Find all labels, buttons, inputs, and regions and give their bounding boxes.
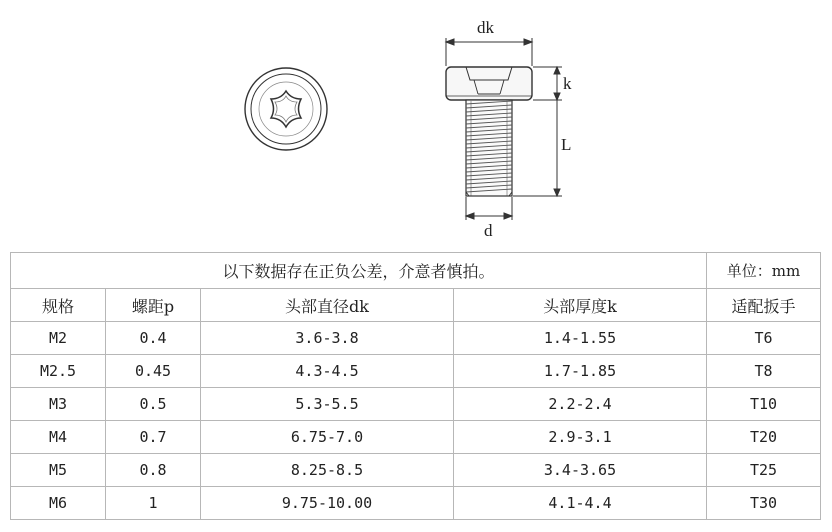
cell-pitch: 0.5: [106, 388, 201, 421]
cell-pitch: 1: [106, 487, 201, 520]
header-head-diameter: 头部直径dk: [201, 289, 454, 322]
cell-wrench: T10: [707, 388, 821, 421]
table-row: [11, 322, 821, 355]
cell-wrench: T8: [707, 355, 821, 388]
cell-head-thickness: 2.9-3.1: [454, 421, 707, 454]
cell-pitch: 0.8: [106, 454, 201, 487]
cell-head-diameter: 4.3-4.5: [201, 355, 454, 388]
cell-head-diameter: 6.75-7.0: [201, 421, 454, 454]
cell-head-thickness: 1.7-1.85: [454, 355, 707, 388]
table-row: [11, 454, 821, 487]
header-row: [11, 289, 821, 322]
cell-wrench: T25: [707, 454, 821, 487]
cell-pitch: 0.4: [106, 322, 201, 355]
cell-head-thickness: 2.2-2.4: [454, 388, 707, 421]
spec-table: [10, 252, 821, 520]
cell-spec: M2.5: [11, 355, 106, 388]
tolerance-notice: 以下数据存在正负公差，介意者慎拍。: [11, 253, 707, 289]
cell-pitch: 0.45: [106, 355, 201, 388]
cell-head-diameter: 8.25-8.5: [201, 454, 454, 487]
screw-side-view: [446, 67, 532, 196]
cell-head-diameter: 3.6-3.8: [201, 322, 454, 355]
table-row: [11, 388, 821, 421]
cell-spec: M4: [11, 421, 106, 454]
header-spec: 规格: [11, 289, 106, 322]
cell-wrench: T20: [707, 421, 821, 454]
cell-spec: M6: [11, 487, 106, 520]
screw-technical-drawing: [0, 0, 832, 250]
cell-head-thickness: 1.4-1.55: [454, 322, 707, 355]
dim-label-k: k: [563, 74, 572, 93]
dim-label-d: d: [484, 221, 493, 240]
cell-head-thickness: 3.4-3.65: [454, 454, 707, 487]
unit-label: 单位：mm: [707, 253, 821, 289]
notice-row: [11, 253, 821, 289]
table-row: [11, 355, 821, 388]
cell-head-diameter: 5.3-5.5: [201, 388, 454, 421]
header-wrench: 适配扳手: [707, 289, 821, 322]
cell-wrench: T30: [707, 487, 821, 520]
cell-spec: M2: [11, 322, 106, 355]
screw-head-top-view: [245, 68, 327, 150]
cell-spec: M5: [11, 454, 106, 487]
dim-label-L: L: [561, 135, 572, 154]
cell-head-thickness: 4.1-4.4: [454, 487, 707, 520]
cell-spec: M3: [11, 388, 106, 421]
cell-pitch: 0.7: [106, 421, 201, 454]
table-row: [11, 487, 821, 520]
dim-label-dk: dk: [477, 18, 494, 37]
cell-head-diameter: 9.75-10.00: [201, 487, 454, 520]
table-row: [11, 421, 821, 454]
header-head-thickness: 头部厚度k: [454, 289, 707, 322]
cell-wrench: T6: [707, 322, 821, 355]
header-pitch: 螺距p: [106, 289, 201, 322]
